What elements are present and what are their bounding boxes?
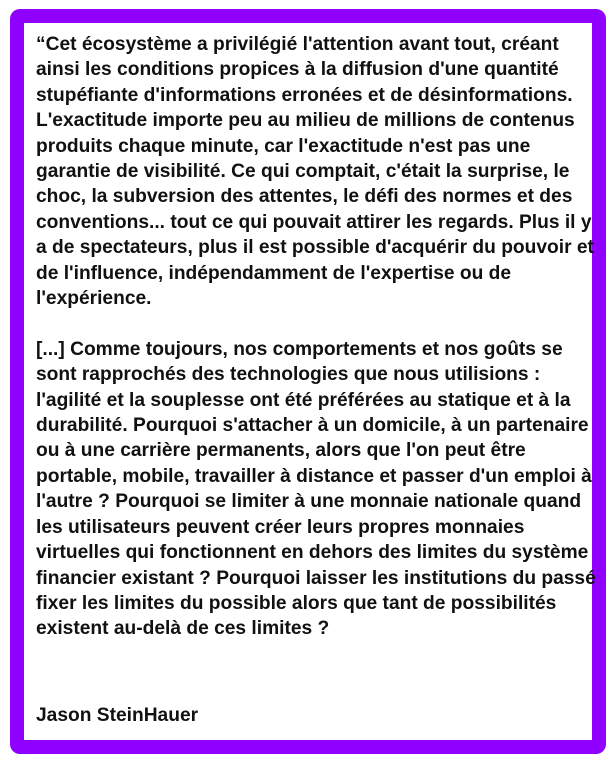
quote-paragraph-2: [...] Comme toujours, nos comportements et nos goûts se sont rapprochés des technologies que nous utilisions : l'agilité et la souplesse ont été préférées au statique et à la durabilité. Pourquoi s'attacher à un domicile, à un partenaire ou à une carrière permanents, alors que l'on peut être portable, mobile, travailler à distance et passer d'un emploi à l'autre ? Pourquoi se limiter à une monnaie nationale quand les utilisateurs peuvent créer leurs propres monnaies virtuelles qui fonctionnent en dehors des limites du système financier existant ? Pourquoi laisser les institutions du passé fixer les limites du possible alors que tant de possibilités existent au-delà de ces limites ?: [36, 338, 596, 640]
quote-paragraph-1: “Cet écosystème a privilégié l'attention avant tout, créant ainsi les conditions propices à la diffusion d'une quantité stupéfiante d'informations erronées et de désinformations. L'exactitude importe peu au milieu de millions de contenus produits chaque minute, car l'exactitude n'est pas une garantie de visibilité. Ce qui comptait, c'était la surprise, le choc, la subversion des attentes, le défi des normes et des conventions... tout ce qui pouvait attirer les regards. Plus il y a de spectateurs, plus il est possible d'acquérir du pouvoir et de l'influence, indépendamment de l'expertise ou de l'expérience.: [36, 34, 594, 310]
quote-author: Jason SteinHauer: [36, 705, 199, 726]
quote-frame: [10, 9, 606, 754]
quote-text: [36, 32, 596, 642]
